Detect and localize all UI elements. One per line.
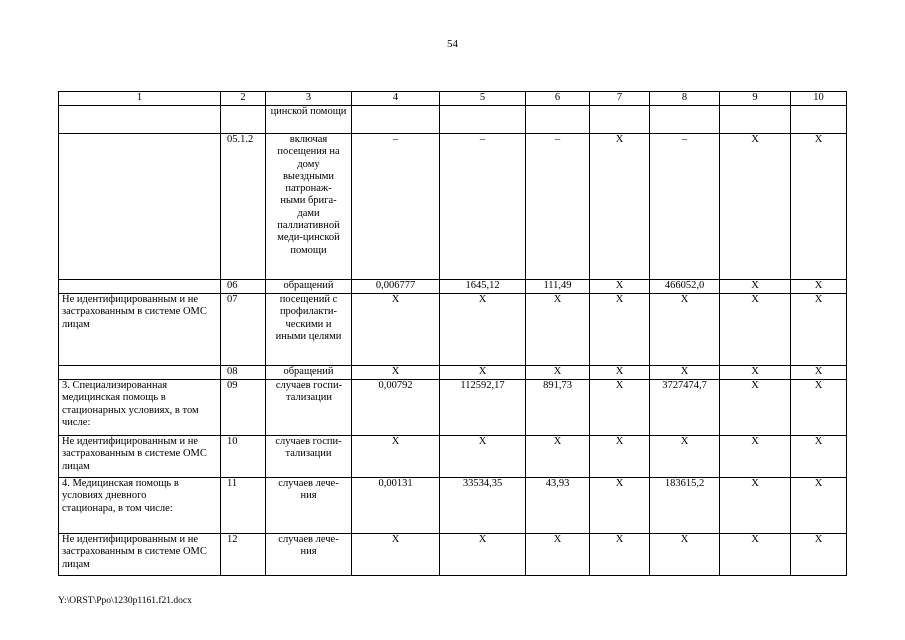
unit-cell [266,294,352,366]
value-cell: Х [526,366,590,380]
table-row [59,478,847,534]
value-cell: Х [791,134,847,280]
row-label-cell [59,366,221,380]
table-row [59,380,847,436]
value-cell: Х [720,478,791,534]
value-cell: Х [650,366,720,380]
unit-label: случаев госпи-тализации [275,380,343,404]
value-cell: Х [526,534,590,576]
value-cell: Х [352,366,440,380]
header-cell: 7 [590,92,650,106]
value-cell: Х [650,436,720,478]
value-cell: Х [440,534,526,576]
header-cell: 10 [791,92,847,106]
row-code-cell: 08 [221,366,266,380]
value-cell: Х [590,478,650,534]
row-label-cell [59,478,221,534]
unit-label: обращений [283,366,334,377]
value-cell: – [440,134,526,280]
header-cell: 4 [352,92,440,106]
row-label-cell [59,436,221,478]
value-cell: Х [590,294,650,366]
table-row [59,294,847,366]
row-label-cell [59,294,221,366]
value-cell: Х [720,380,791,436]
value-cell: Х [590,436,650,478]
value-cell: 183615,2 [650,478,720,534]
value-cell: 0,00131 [352,478,440,534]
row-label-cell [59,280,221,294]
value-cell: Х [791,294,847,366]
value-cell: Х [440,436,526,478]
value-cell: 0,006777 [352,280,440,294]
row-code-cell: 12 [221,534,266,576]
value-cell [791,106,847,134]
value-cell: – [526,134,590,280]
value-cell: Х [440,294,526,366]
value-cell: Х [791,436,847,478]
unit-cell [266,134,352,280]
row-code-cell: 06 [221,280,266,294]
row-code-cell: 11 [221,478,266,534]
value-cell: – [352,134,440,280]
value-cell: Х [720,134,791,280]
row-code-cell: 07 [221,294,266,366]
unit-cell [266,280,352,294]
value-cell: Х [440,366,526,380]
table-row [59,106,847,134]
value-cell: Х [590,134,650,280]
header-cell: 2 [221,92,266,106]
table-row [59,366,847,380]
value-cell: Х [791,280,847,294]
value-cell [440,106,526,134]
row-label: 3. Специализированная медицинская помощь в стационарных условиях, в том числе: [62,380,199,428]
value-cell: 891,73 [526,380,590,436]
row-label: Не идентифицированным и не застрахованным в системе ОМС лицам [62,534,207,570]
row-label-cell [59,380,221,436]
value-cell: Х [791,366,847,380]
value-cell: 111,49 [526,280,590,294]
value-cell: 43,93 [526,478,590,534]
table-row [59,280,847,294]
header-cell: 6 [526,92,590,106]
value-cell: Х [590,366,650,380]
value-cell: Х [791,478,847,534]
value-cell: 0,00792 [352,380,440,436]
value-cell: Х [526,294,590,366]
unit-label: посещений с профилакти-ческими и иными целями [275,294,342,342]
value-cell: – [650,134,720,280]
unit-label: случаев лече-ния [278,478,339,502]
value-cell: Х [720,534,791,576]
unit-label: случаев госпи-тализации [275,436,342,460]
unit-label: цинской помощи [270,106,347,117]
value-cell [650,106,720,134]
unit-label: случаев лече-ния [278,534,339,558]
value-cell: Х [352,534,440,576]
value-cell: Х [791,380,847,436]
value-cell: Х [650,534,720,576]
value-cell [590,106,650,134]
unit-label: включая посещения на дому выездными патронаж-ными брига-дами паллиативной меди-цинской помощи [277,134,340,256]
data-table [58,91,847,576]
unit-cell [266,380,352,436]
value-cell: Х [720,294,791,366]
value-cell: 466052,0 [650,280,720,294]
value-cell: Х [650,294,720,366]
row-code-cell: 05.1.2 [221,134,266,280]
row-label-cell [59,106,221,134]
row-label-cell [59,134,221,280]
value-cell: Х [720,280,791,294]
value-cell [352,106,440,134]
value-cell [526,106,590,134]
value-cell: Х [590,380,650,436]
table-row [59,436,847,478]
value-cell: Х [352,436,440,478]
table-row [59,534,847,576]
row-code-cell: 09 [221,380,266,436]
row-label-cell [59,534,221,576]
unit-cell [266,534,352,576]
header-row [59,92,847,106]
row-label: Не идентифицированным и не застрахованным в системе ОМС лицам [62,436,207,472]
value-cell: 1645,12 [440,280,526,294]
row-label: Не идентифицированным и не застрахованным в системе ОМС лицам [62,294,207,330]
table-row [59,134,847,280]
header-cell: 3 [266,92,352,106]
header-cell: 8 [650,92,720,106]
value-cell: 112592,17 [440,380,526,436]
value-cell: Х [590,280,650,294]
value-cell: Х [526,436,590,478]
value-cell: Х [791,534,847,576]
unit-cell [266,366,352,380]
value-cell: Х [590,534,650,576]
value-cell: Х [720,436,791,478]
header-cell: 9 [720,92,791,106]
page-number: 54 [447,38,458,50]
header-cell: 1 [59,92,221,106]
value-cell: Х [352,294,440,366]
value-cell [720,106,791,134]
value-cell: 3727474,7 [650,380,720,436]
row-code-cell: 10 [221,436,266,478]
unit-cell [266,436,352,478]
row-code-cell [221,106,266,134]
unit-cell [266,478,352,534]
unit-label: обращений [283,280,334,291]
row-label: 4. Медицинская помощь в условиях дневного стационара, в том числе: [62,478,179,514]
header-cell: 5 [440,92,526,106]
unit-cell [266,106,352,134]
value-cell: 33534,35 [440,478,526,534]
file-path-footer: Y:\ORST\Ppo\1230p1161.f21.docx [58,596,192,606]
value-cell: Х [720,366,791,380]
